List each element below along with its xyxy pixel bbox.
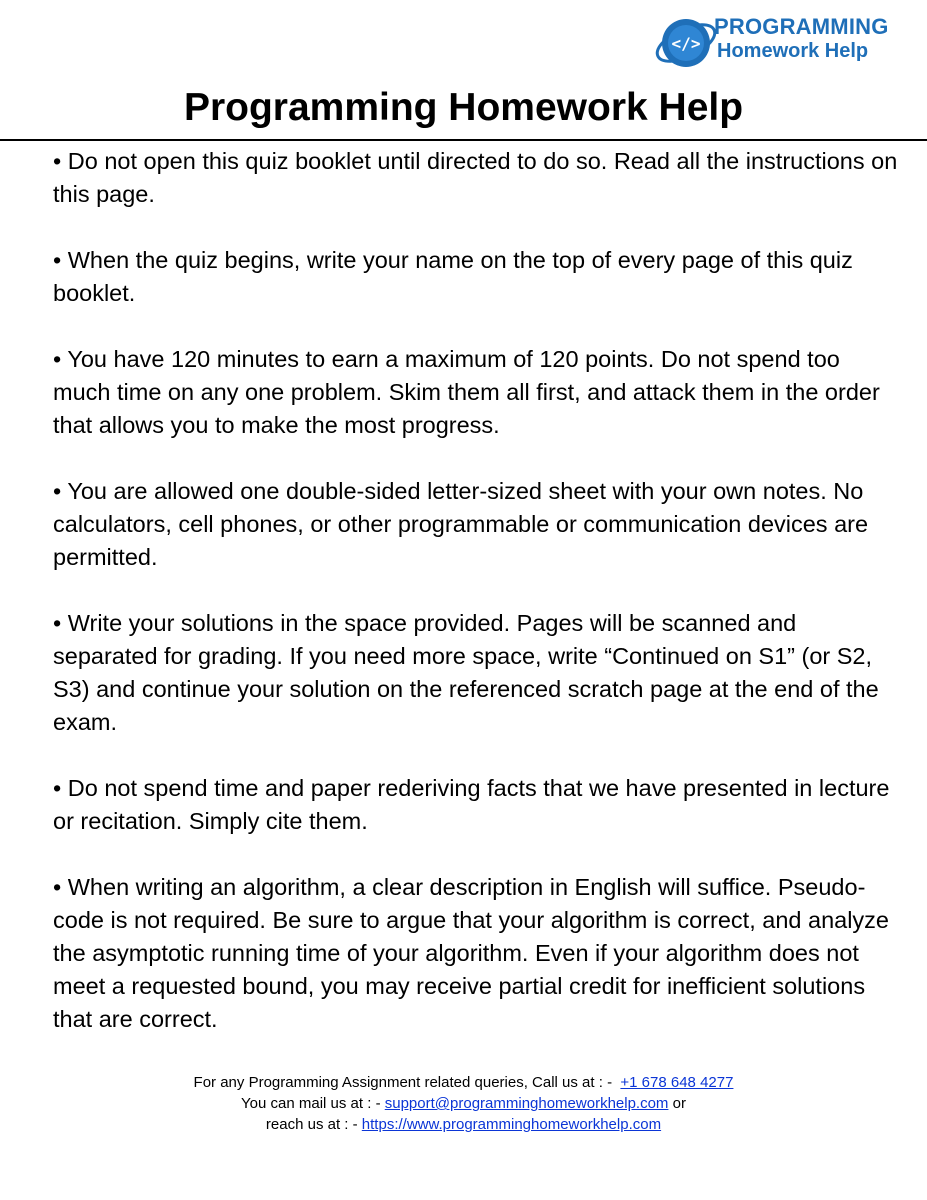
email-link[interactable]: support@programminghomeworkhelp.com <box>384 1095 669 1112</box>
footer-call-line <box>0 1072 927 1093</box>
footer-or-text: or <box>672 1095 686 1112</box>
footer-mail-text: You can mail us at : - <box>241 1095 381 1112</box>
brand-logo <box>652 8 912 78</box>
instruction-item: • When writing an algorithm, a clear description in English will suffice. Pseudo-code is not required. Be sure to argue that your algorithm is correct, and analyze the asymptotic running time of your algorithm. Even if your algorithm does not meet a requested bound, you may receive partial credit for inefficient solutions that are correct. <box>53 874 890 1032</box>
logo-code-glyph: </> <box>671 34 701 53</box>
logo-wordmark <box>714 15 914 63</box>
title-divider <box>0 139 927 141</box>
logo-line-1: PROGRAMMING <box>714 14 889 39</box>
logo-line-2: Homework Help <box>717 40 869 62</box>
website-link[interactable]: https://www.programminghomeworkhelp.com <box>361 1116 662 1133</box>
code-globe-icon <box>652 8 720 78</box>
instruction-item: • You are allowed one double-sided letter-sized sheet with your own notes. No calculators, cell phones, or other programmable or communication devices are permitted. <box>53 478 869 570</box>
footer-mail-line <box>0 1093 927 1114</box>
instruction-item: • Do not open this quiz booklet until directed to do so. Read all the instructions on this page. <box>53 148 898 207</box>
phone-link[interactable]: +1 678 648 4277 <box>620 1074 734 1091</box>
footer-reach-text: reach us at : - <box>265 1116 358 1133</box>
instruction-item: • Do not spend time and paper rederiving facts that we have presented in lecture or recitation. Simply cite them. <box>53 775 890 834</box>
footer-call-text: For any Programming Assignment related queries, Call us at : - <box>193 1074 613 1091</box>
page-title: Programming Homework Help <box>183 86 744 129</box>
footer-website-line <box>0 1114 927 1135</box>
instruction-item: • Write your solutions in the space provided. Pages will be scanned and separated for grading. If you need more space, write “Continued on S1” (or S2, S3) and continue your solution on the referenced scratch page at the end of the exam. <box>53 610 879 735</box>
instructions-list <box>53 145 903 1069</box>
instruction-item: • When the quiz begins, write your name on the top of every page of this quiz booklet. <box>53 247 853 306</box>
contact-footer <box>0 1072 927 1135</box>
instruction-item: • You have 120 minutes to earn a maximum of 120 points. Do not spend too much time on any one problem. Skim them all first, and attack them in the order that allows you to make the most progress. <box>53 346 880 438</box>
